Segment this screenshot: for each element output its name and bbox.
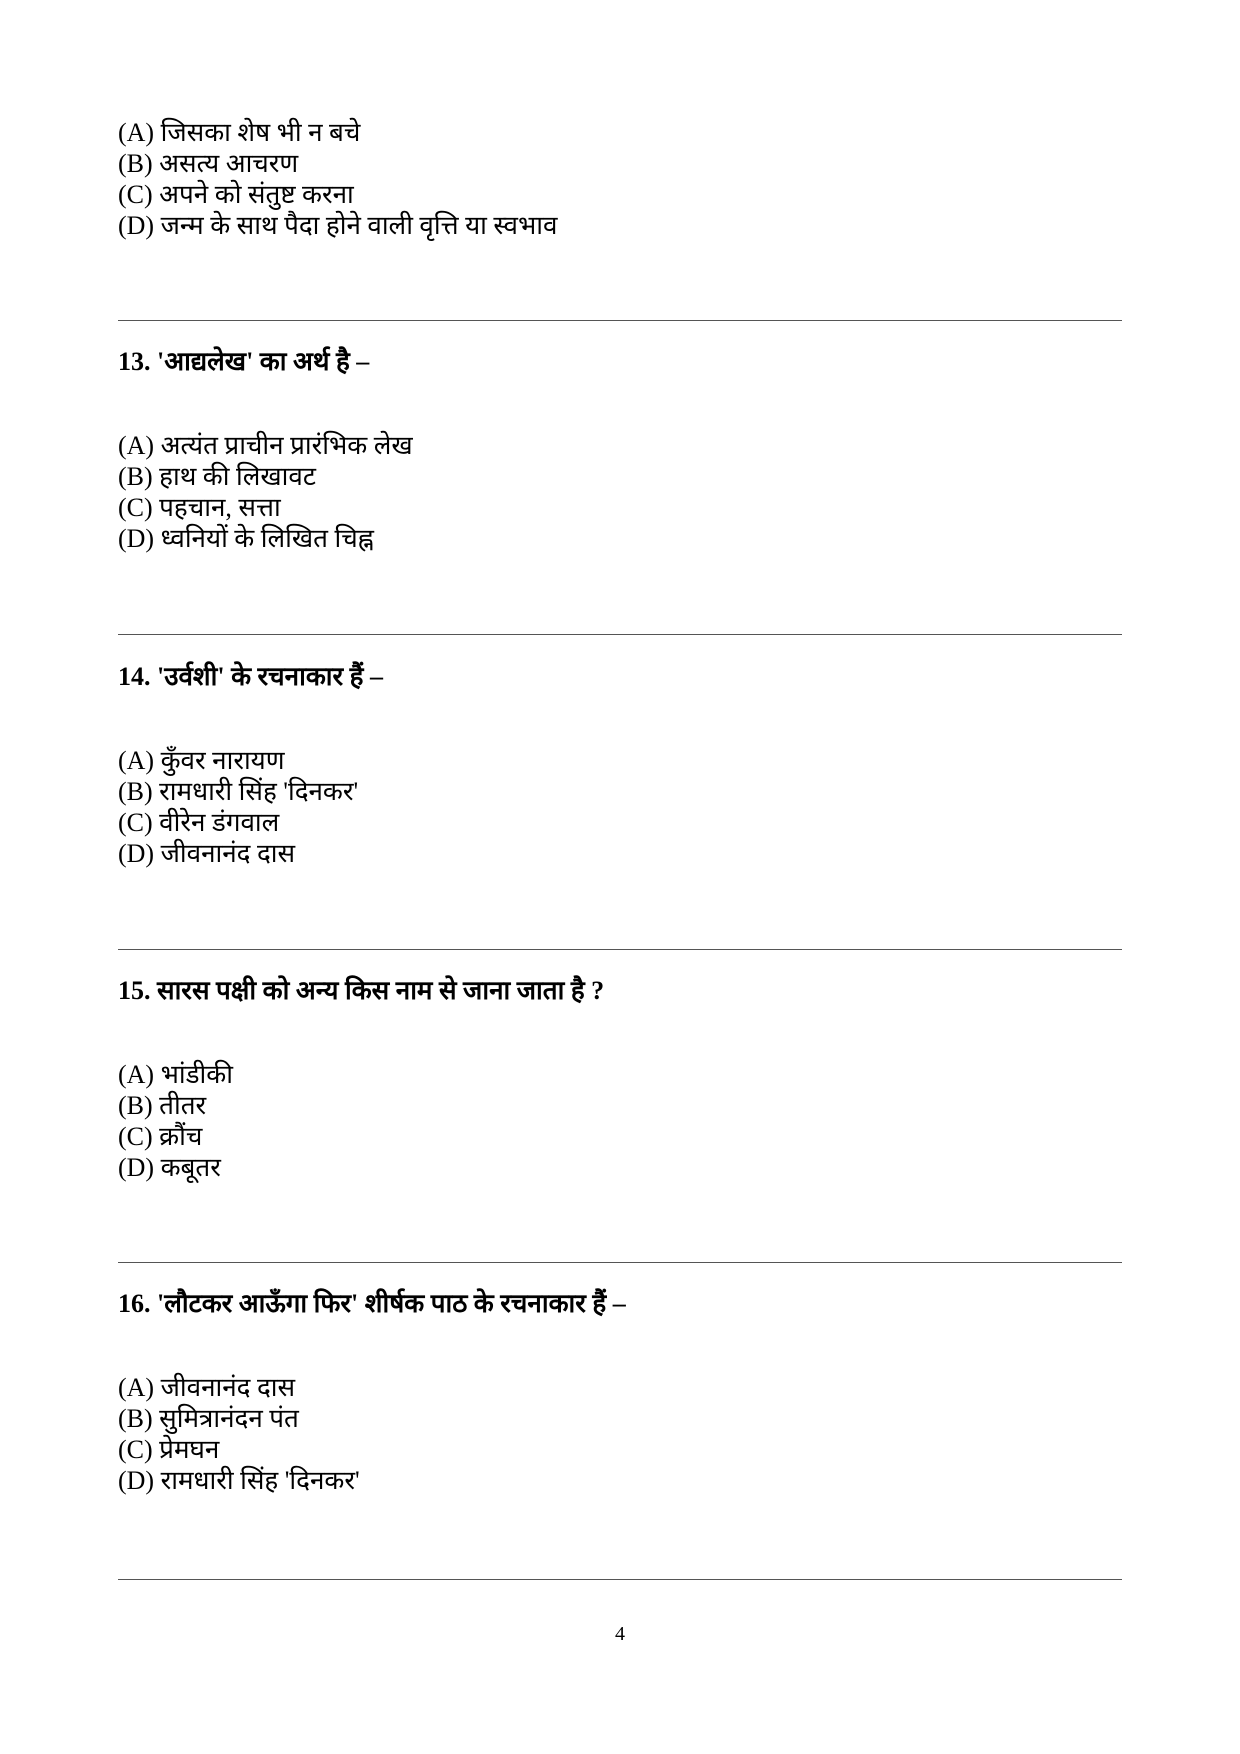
question-14-options: [118, 745, 358, 869]
section-divider: [118, 634, 1122, 635]
question-15-options: [118, 1059, 233, 1183]
option-d: (D) जन्म के साथ पैदा होने वाली वृत्ति या स्वभाव: [118, 211, 558, 240]
option-a: (A) जिसका शेष भी न बचे: [118, 118, 361, 147]
option-c: (C) पहचान, सत्ता: [118, 493, 281, 522]
option-a: (A) अत्यंत प्राचीन प्रारंभिक लेख: [118, 431, 413, 460]
option-c: (C) क्रौंच: [118, 1122, 203, 1151]
section-divider: [118, 320, 1122, 321]
question-15-text: 15. सारस पक्षी को अन्य किस नाम से जाना जाता है ?: [118, 976, 605, 1005]
question-16-options: [118, 1372, 360, 1496]
question-16-text: 16. 'लौटकर आऊँगा फिर' शीर्षक पाठ के रचनाकार हैं –: [118, 1289, 626, 1318]
section-divider: [118, 949, 1122, 950]
option-d: (D) ध्वनियों के लिखित चिह्न: [118, 524, 374, 553]
option-b: (B) तीतर: [118, 1091, 207, 1120]
question-12-options: [118, 117, 557, 241]
section-divider: [118, 1579, 1122, 1580]
option-b: (B) रामधारी सिंह 'दिनकर': [118, 777, 359, 806]
option-c: (C) वीरेन डंगवाल: [118, 808, 280, 837]
option-a: (A) कुँवर नारायण: [118, 746, 285, 775]
option-a: (A) जीवनानंद दास: [118, 1373, 296, 1402]
option-d: (D) रामधारी सिंह 'दिनकर': [118, 1466, 360, 1495]
question-13-text: 13. 'आद्यलेख' का अर्थ है –: [118, 347, 370, 376]
page-number: 4: [615, 1623, 625, 1645]
option-c: (C) प्रेमघन: [118, 1435, 220, 1464]
option-d: (D) कबूतर: [118, 1153, 221, 1182]
question-14-text: 14. 'उर्वशी' के रचनाकार हैं –: [118, 662, 383, 691]
option-a: (A) भांडीकी: [118, 1060, 233, 1089]
option-b: (B) हाथ की लिखावट: [118, 462, 316, 491]
section-divider: [118, 1262, 1122, 1263]
option-d: (D) जीवनानंद दास: [118, 839, 296, 868]
option-c: (C) अपने को संतुष्ट करना: [118, 180, 354, 209]
option-b: (B) असत्य आचरण: [118, 149, 299, 178]
option-b: (B) सुमित्रानंदन पंत: [118, 1404, 299, 1433]
question-13-options: [118, 430, 413, 554]
